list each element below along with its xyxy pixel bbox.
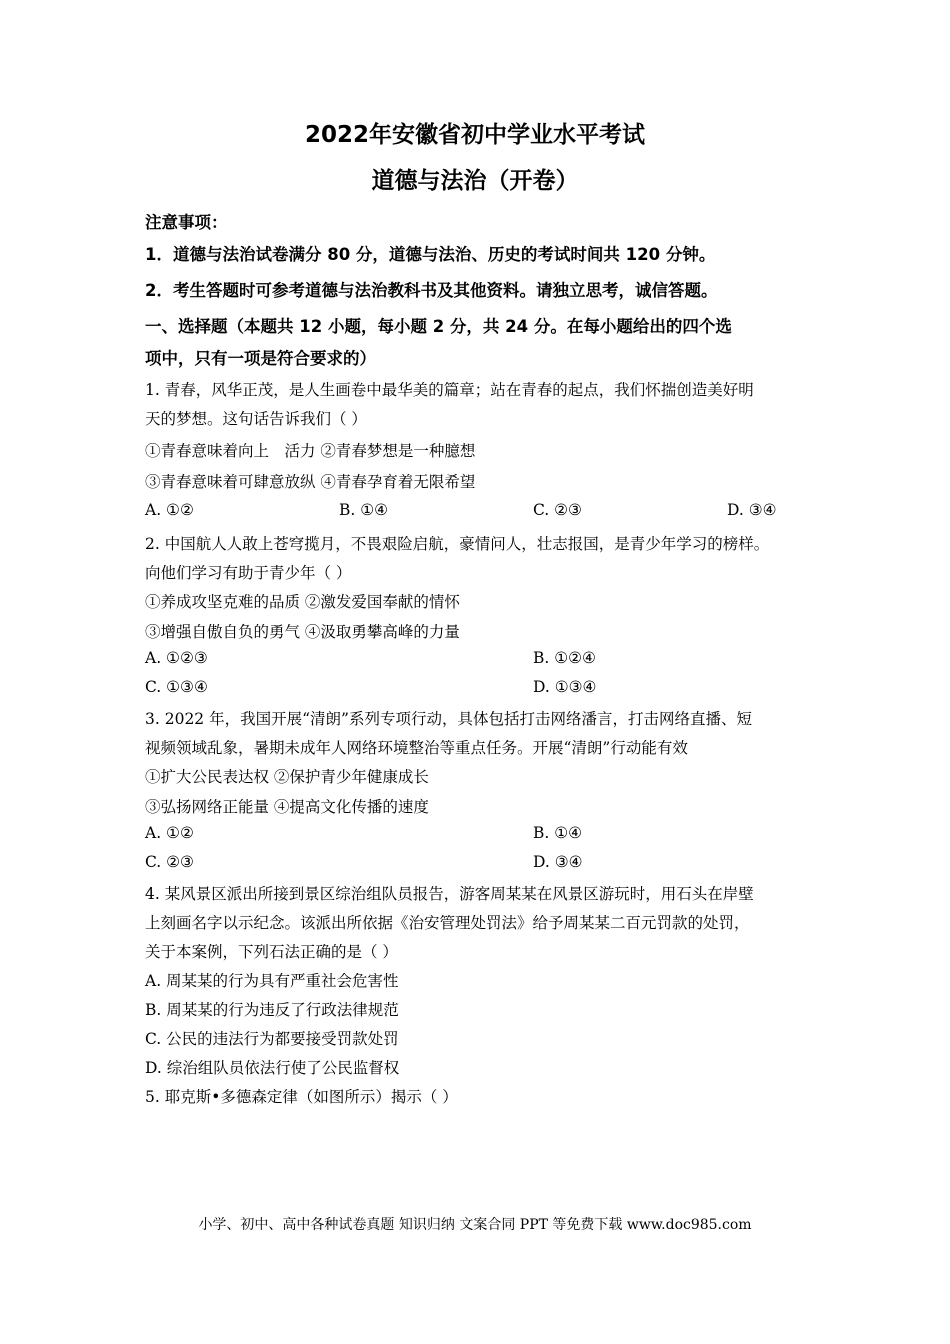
answer-option: B. ①④	[533, 824, 583, 842]
answer-option: B. ①④	[339, 501, 389, 519]
question-text: 1. 青春，风华正茂，是人生画卷中最华美的篇章；站在青春的起点，我们怀揣创造美好明	[145, 381, 754, 399]
answer-option: C. ①③④	[145, 678, 208, 696]
question-statement: ③青春意味着可肆意放纵 ④青春孕育着无限希望	[145, 473, 476, 491]
answer-option: A. 周某某的行为具有严重社会危害性	[145, 972, 399, 990]
question-statement: ①青春意味着向上 活力 ②青春梦想是一种臆想	[145, 442, 476, 460]
answer-option: A. ①②	[145, 824, 194, 842]
answer-option: C. ②③	[145, 853, 194, 871]
question-statement: ①扩大公民表达权 ②保护青少年健康成长	[145, 768, 429, 786]
question-text: 5. 耶克斯•多德森定律（如图所示）揭示（ ）	[145, 1088, 458, 1106]
question-text: 向他们学习有助于青少年（ ）	[145, 564, 352, 582]
answer-option: D. ①③④	[533, 678, 597, 696]
question-text: 上刻画名字以示纪念。该派出所依据《治安管理处罚法》给予周某某二百元罚款的处罚，	[145, 914, 750, 932]
answer-option: D. ③④	[727, 501, 777, 519]
note-item: 1．道德与法治试卷满分 80 分，道德与法治、历史的考试时间共 120 分钟。	[145, 245, 716, 264]
question-text: 视频领域乱象，暑期未成年人网络环境整治等重点任务。开展“清朗”行动能有效	[145, 739, 688, 757]
answer-option: D. 综治组队员依法行使了公民监督权	[145, 1059, 400, 1077]
answer-option: C. 公民的违法行为都要接受罚款处罚	[145, 1030, 399, 1048]
answer-option: D. ③④	[533, 853, 583, 871]
question-text: 天的梦想。这句话告诉我们（ ）	[145, 410, 367, 428]
question-statement: ①养成攻坚克难的品质 ②激发爱国奉献的情怀	[145, 593, 460, 611]
answer-option: C. ②③	[533, 501, 582, 519]
section-heading: 项中，只有一项是符合要求的）	[145, 349, 376, 368]
question-text: 3. 2022 年，我国开展“清朗”系列专项行动，具体包括打击网络潘言，打击网络直播、短	[145, 710, 752, 728]
question-text: 4. 某风景区派出所接到景区综治组队员报告，游客周某某在风景区游玩时，用石头在岸壁	[145, 885, 754, 903]
exam-subtitle: 道德与法治（开卷）	[371, 168, 579, 194]
question-statement: ③增强自傲自负的勇气 ④汲取勇攀高峰的力量	[145, 623, 460, 641]
answer-option: A. ①②③	[145, 649, 208, 667]
page-footer: 小学、初中、高中各种试卷真题 知识归纳 文案合同 PPT 等免费下载 www.doc985.com	[198, 1217, 752, 1233]
question-text: 2. 中国航人人敢上苍穹揽月，不畏艰险启航，豪情问人，壮志报国，是青少年学习的榜样。	[145, 535, 770, 553]
answer-option: A. ①②	[145, 501, 194, 519]
answer-option: B. ①②④	[533, 649, 596, 667]
section-heading: 一、选择题（本题共 12 小题，每小题 2 分，共 24 分。在每小题给出的四个选	[145, 317, 732, 336]
answer-option: B. 周某某的行为违反了行政法律规范	[145, 1001, 399, 1019]
note-item: 2．考生答题时可参考道德与法治教科书及其他资料。请独立思考，诚信答题。	[145, 281, 718, 300]
question-statement: ③弘扬网络正能量 ④提高文化传播的速度	[145, 798, 429, 816]
exam-title: 2022年安徽省初中学业水平考试	[304, 122, 645, 148]
notes-heading: 注意事项：	[145, 213, 228, 232]
question-text: 关于本案例，下列石法正确的是（ ）	[145, 943, 398, 961]
